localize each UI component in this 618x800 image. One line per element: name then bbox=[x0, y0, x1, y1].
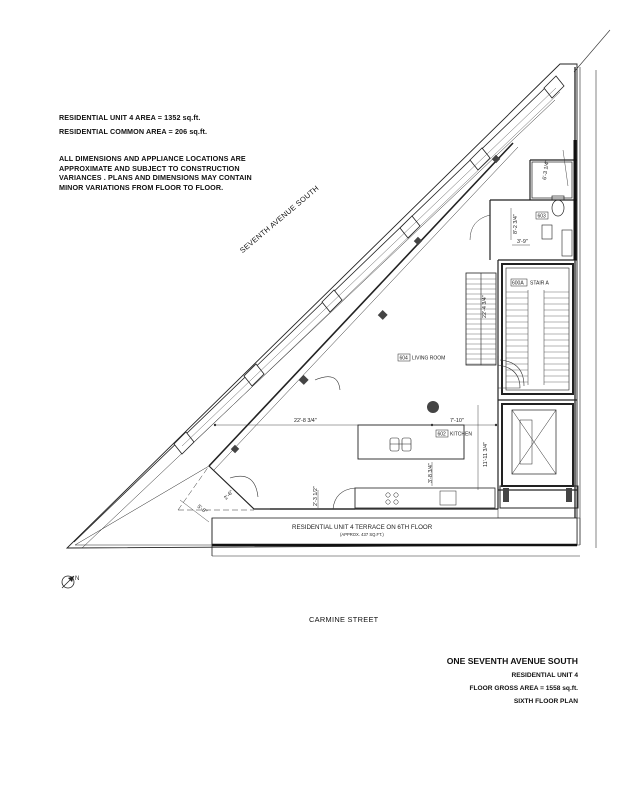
disclaimer-line-4: MINOR VARIATIONS FROM FLOOR TO FLOOR. bbox=[59, 182, 224, 192]
disclaimer-line-3: VARIANCES . PLANS AND DIMENSIONS MAY CONTAIN bbox=[59, 173, 252, 182]
dim-main-width: 22'-8 3/4" bbox=[294, 418, 317, 424]
dim-kitchen-depth: 11'-11 3/4" bbox=[483, 442, 489, 467]
stair-tag: 600A bbox=[512, 280, 524, 287]
north-arrow-icon bbox=[62, 576, 79, 588]
dim-island-gap: 3'-8 3/4" bbox=[428, 463, 434, 483]
dim-terrace-edge: 5'-8" bbox=[195, 503, 208, 516]
dim-bath-width: 3'-9" bbox=[517, 239, 528, 245]
disclaimer-line-1: ALL DIMENSIONS AND APPLIANCE LOCATIONS ARE bbox=[59, 154, 246, 163]
living-room-tag: 604 bbox=[399, 355, 408, 362]
dim-kitchen-width: 7'-10" bbox=[450, 418, 464, 424]
terrace-area: (APPROX. 437 SQ.FT.) bbox=[340, 532, 384, 537]
bath-tag: 603 bbox=[537, 213, 546, 220]
plan-title: SIXTH FLOOR PLAN bbox=[513, 698, 578, 705]
unit-title: RESIDENTIAL UNIT 4 bbox=[511, 672, 578, 679]
dim-small-wall: 2'-3 1/2" bbox=[313, 486, 319, 506]
terrace-label: RESIDENTIAL UNIT 4 TERRACE ON 6TH FLOOR bbox=[292, 524, 433, 531]
disclaimer-line-2: APPROXIMATE AND SUBJECT TO CONSTRUCTION bbox=[59, 163, 240, 173]
north-label: N bbox=[75, 576, 80, 582]
common-area-note: RESIDENTIAL COMMON AREA = 206 sq.ft. bbox=[59, 127, 208, 136]
gross-area-title: FLOOR GROSS AREA = 1558 sq.ft. bbox=[469, 685, 578, 692]
carmine-street-label: CARMINE STREET bbox=[309, 615, 379, 624]
kitchen-label: KITCHEN bbox=[450, 431, 472, 438]
stair-label: STAIR A bbox=[530, 280, 549, 287]
dim-terrace-corner: 2'-6" bbox=[223, 489, 235, 502]
unit-area-note: RESIDENTIAL UNIT 4 AREA = 1352 sq.ft. bbox=[59, 113, 201, 122]
dim-bath-top: 6'-3 1/4" bbox=[542, 159, 551, 181]
building-title: ONE SEVENTH AVENUE SOUTH bbox=[446, 656, 578, 666]
kitchen-tag: 602 bbox=[437, 431, 446, 438]
dim-bath-height: 8'-2 3/4" bbox=[513, 214, 519, 234]
dim-stair-depth: 22'-4 3/4" bbox=[482, 295, 488, 318]
living-room-label: LIVING ROOM bbox=[412, 355, 446, 362]
seventh-avenue-label: SEVENTH AVENUE SOUTH bbox=[238, 183, 321, 255]
